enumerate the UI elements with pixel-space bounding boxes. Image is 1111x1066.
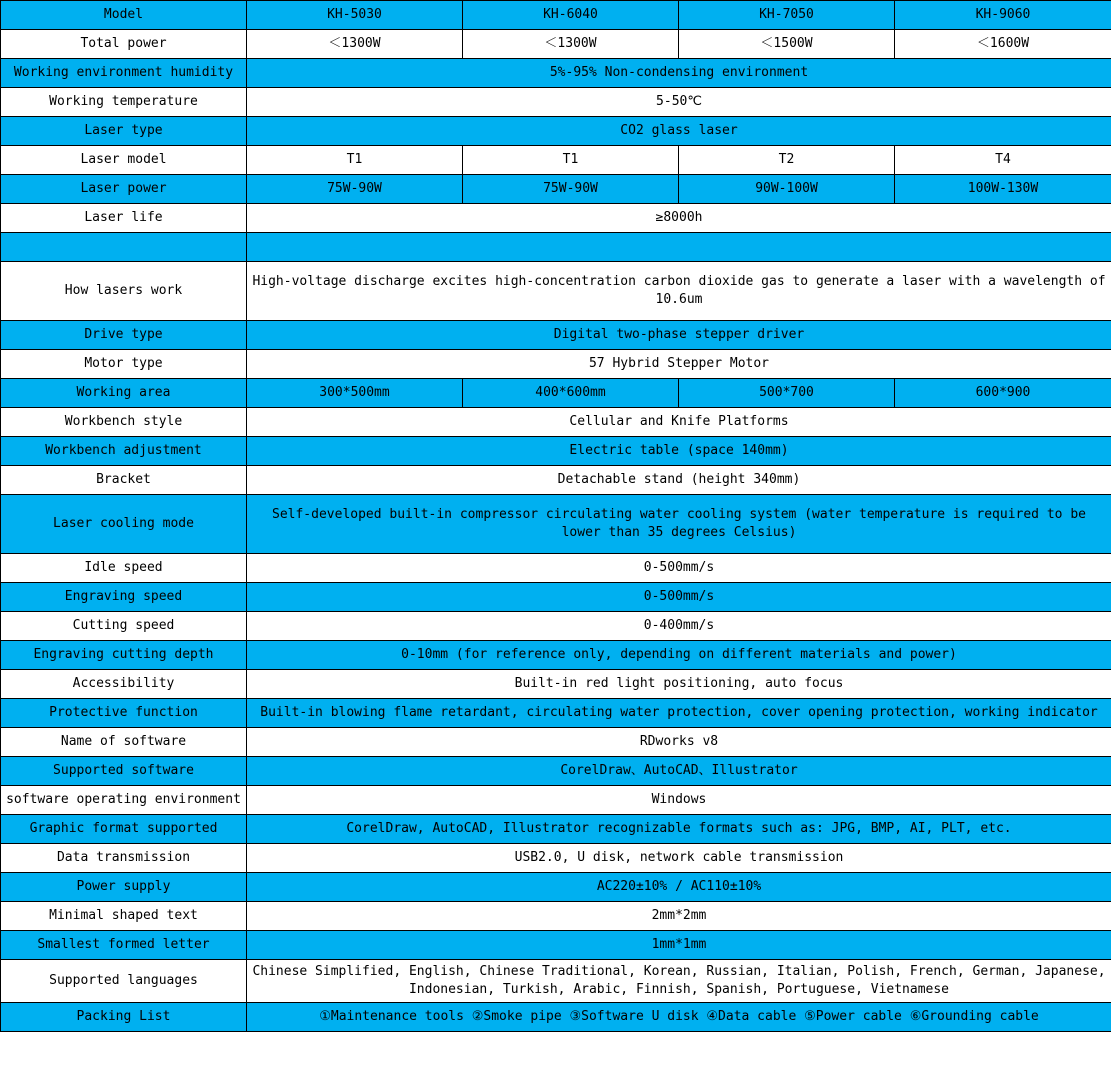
spec-row [1,408,1111,437]
spec-value: ①Maintenance tools ②Smoke pipe ③Software U disk ④Data cable ⑤Power cable ⑥Grounding cable [247,1003,1111,1032]
spec-row [1,117,1111,146]
spec-row [1,59,1111,88]
spec-row [1,612,1111,641]
spec-label: Supported software [1,757,247,786]
spec-row [1,1003,1111,1032]
spec-row [1,873,1111,902]
spec-label: Packing List [1,1003,247,1032]
spec-value: KH-6040 [463,1,679,30]
spec-value: 2mm*2mm [247,902,1111,931]
spec-row [1,262,1111,321]
spec-label: Bracket [1,466,247,495]
spec-label: Laser life [1,204,247,233]
spec-label: How lasers work [1,262,247,321]
spec-value: 0-500mm/s [247,554,1111,583]
spec-value: T2 [679,146,895,175]
spec-label: Power supply [1,873,247,902]
spec-value: 400*600mm [463,379,679,408]
spec-value: T1 [247,146,463,175]
spec-value: Built-in blowing flame retardant, circulating water protection, cover opening protection, working indicator [247,699,1111,728]
spec-label: Accessibility [1,670,247,699]
spec-value: T4 [895,146,1111,175]
spec-label: Cutting speed [1,612,247,641]
spec-label: Laser model [1,146,247,175]
spec-row [1,175,1111,204]
spec-value: 5-50℃ [247,88,1111,117]
spec-label: Workbench adjustment [1,437,247,466]
spec-row [1,757,1111,786]
spec-label: software operating environment [1,786,247,815]
spec-label: Working environment humidity [1,59,247,88]
spec-row [1,466,1111,495]
spec-label: Workbench style [1,408,247,437]
spec-value: CorelDraw, AutoCAD, Illustrator recognizable formats such as: JPG, BMP, AI, PLT, etc. [247,815,1111,844]
spec-value: Self-developed built-in compressor circulating water cooling system (water temperature is required to be lower than 35 degrees Celsius) [247,495,1111,554]
spec-label: Working area [1,379,247,408]
spec-value: 0-500mm/s [247,583,1111,612]
spec-row [1,437,1111,466]
spec-row [1,699,1111,728]
spec-label: Engraving speed [1,583,247,612]
spec-value: CorelDraw、AutoCAD、Illustrator [247,757,1111,786]
spec-row [1,844,1111,873]
spec-label: Data transmission [1,844,247,873]
spec-row [1,495,1111,554]
spec-label: Name of software [1,728,247,757]
spec-value: 0-400mm/s [247,612,1111,641]
spec-value: ＜1500W [679,30,895,59]
spec-value: Built-in red light positioning, auto focus [247,670,1111,699]
spec-label: Engraving cutting depth [1,641,247,670]
spec-value: 300*500mm [247,379,463,408]
spec-label: Idle speed [1,554,247,583]
spec-value: Detachable stand (height 340mm) [247,466,1111,495]
spec-row [1,30,1111,59]
spec-value: Electric table (space 140mm) [247,437,1111,466]
spec-row [1,670,1111,699]
spec-label: Model [1,1,247,30]
spec-row [1,641,1111,670]
spec-value: 600*900 [895,379,1111,408]
spec-value [247,233,1111,262]
spec-value: T1 [463,146,679,175]
spec-value: KH-9060 [895,1,1111,30]
spec-row [1,321,1111,350]
spec-row [1,554,1111,583]
spec-row [1,902,1111,931]
spec-label: Laser power [1,175,247,204]
spec-label: Protective function [1,699,247,728]
spec-table-body [1,1,1111,1032]
spec-row [1,146,1111,175]
spec-value: 1mm*1mm [247,931,1111,960]
spec-row [1,1,1111,30]
spec-label: Laser type [1,117,247,146]
spec-label: Supported languages [1,960,247,1003]
spec-value: ＜1600W [895,30,1111,59]
spec-value: USB2.0, U disk, network cable transmission [247,844,1111,873]
spec-value: 75W-90W [247,175,463,204]
spec-value: AC220±10% / AC110±10% [247,873,1111,902]
spec-label: Working temperature [1,88,247,117]
spec-value: 5%-95% Non-condensing environment [247,59,1111,88]
spec-row [1,379,1111,408]
spec-row [1,815,1111,844]
spec-value: 75W-90W [463,175,679,204]
spec-row [1,786,1111,815]
spec-label: Minimal shaped text [1,902,247,931]
spec-row [1,88,1111,117]
spec-value: ≥8000h [247,204,1111,233]
spec-label: Laser cooling mode [1,495,247,554]
spec-label: Drive type [1,321,247,350]
spec-value: ＜1300W [463,30,679,59]
spec-label: Smallest formed letter [1,931,247,960]
spec-value: 500*700 [679,379,895,408]
spec-value: ＜1300W [247,30,463,59]
spec-row [1,233,1111,262]
spec-label: Graphic format supported [1,815,247,844]
spec-row [1,960,1111,1003]
spec-value: 100W-130W [895,175,1111,204]
spec-value: KH-7050 [679,1,895,30]
spec-value: RDworks v8 [247,728,1111,757]
spec-value: Digital two-phase stepper driver [247,321,1111,350]
spec-label [1,233,247,262]
spec-value: High-voltage discharge excites high-concentration carbon dioxide gas to generate a laser with a wavelength of 10.6um [247,262,1111,321]
spec-value: 57 Hybrid Stepper Motor [247,350,1111,379]
spec-label: Motor type [1,350,247,379]
spec-value: 0-10mm (for reference only, depending on different materials and power) [247,641,1111,670]
spec-row [1,350,1111,379]
spec-row [1,204,1111,233]
spec-value: Windows [247,786,1111,815]
spec-label: Total power [1,30,247,59]
spec-value: Cellular and Knife Platforms [247,408,1111,437]
spec-value: CO2 glass laser [247,117,1111,146]
spec-row [1,931,1111,960]
spec-value: Chinese Simplified, English, Chinese Traditional, Korean, Russian, Italian, Polish, French, German, Japanese, Indonesian, Turkish, Arabic, Finnish, Spanish, Portuguese, Vietnamese [247,960,1111,1003]
spec-row [1,583,1111,612]
spec-value: KH-5030 [247,1,463,30]
spec-value: 90W-100W [679,175,895,204]
spec-row [1,728,1111,757]
